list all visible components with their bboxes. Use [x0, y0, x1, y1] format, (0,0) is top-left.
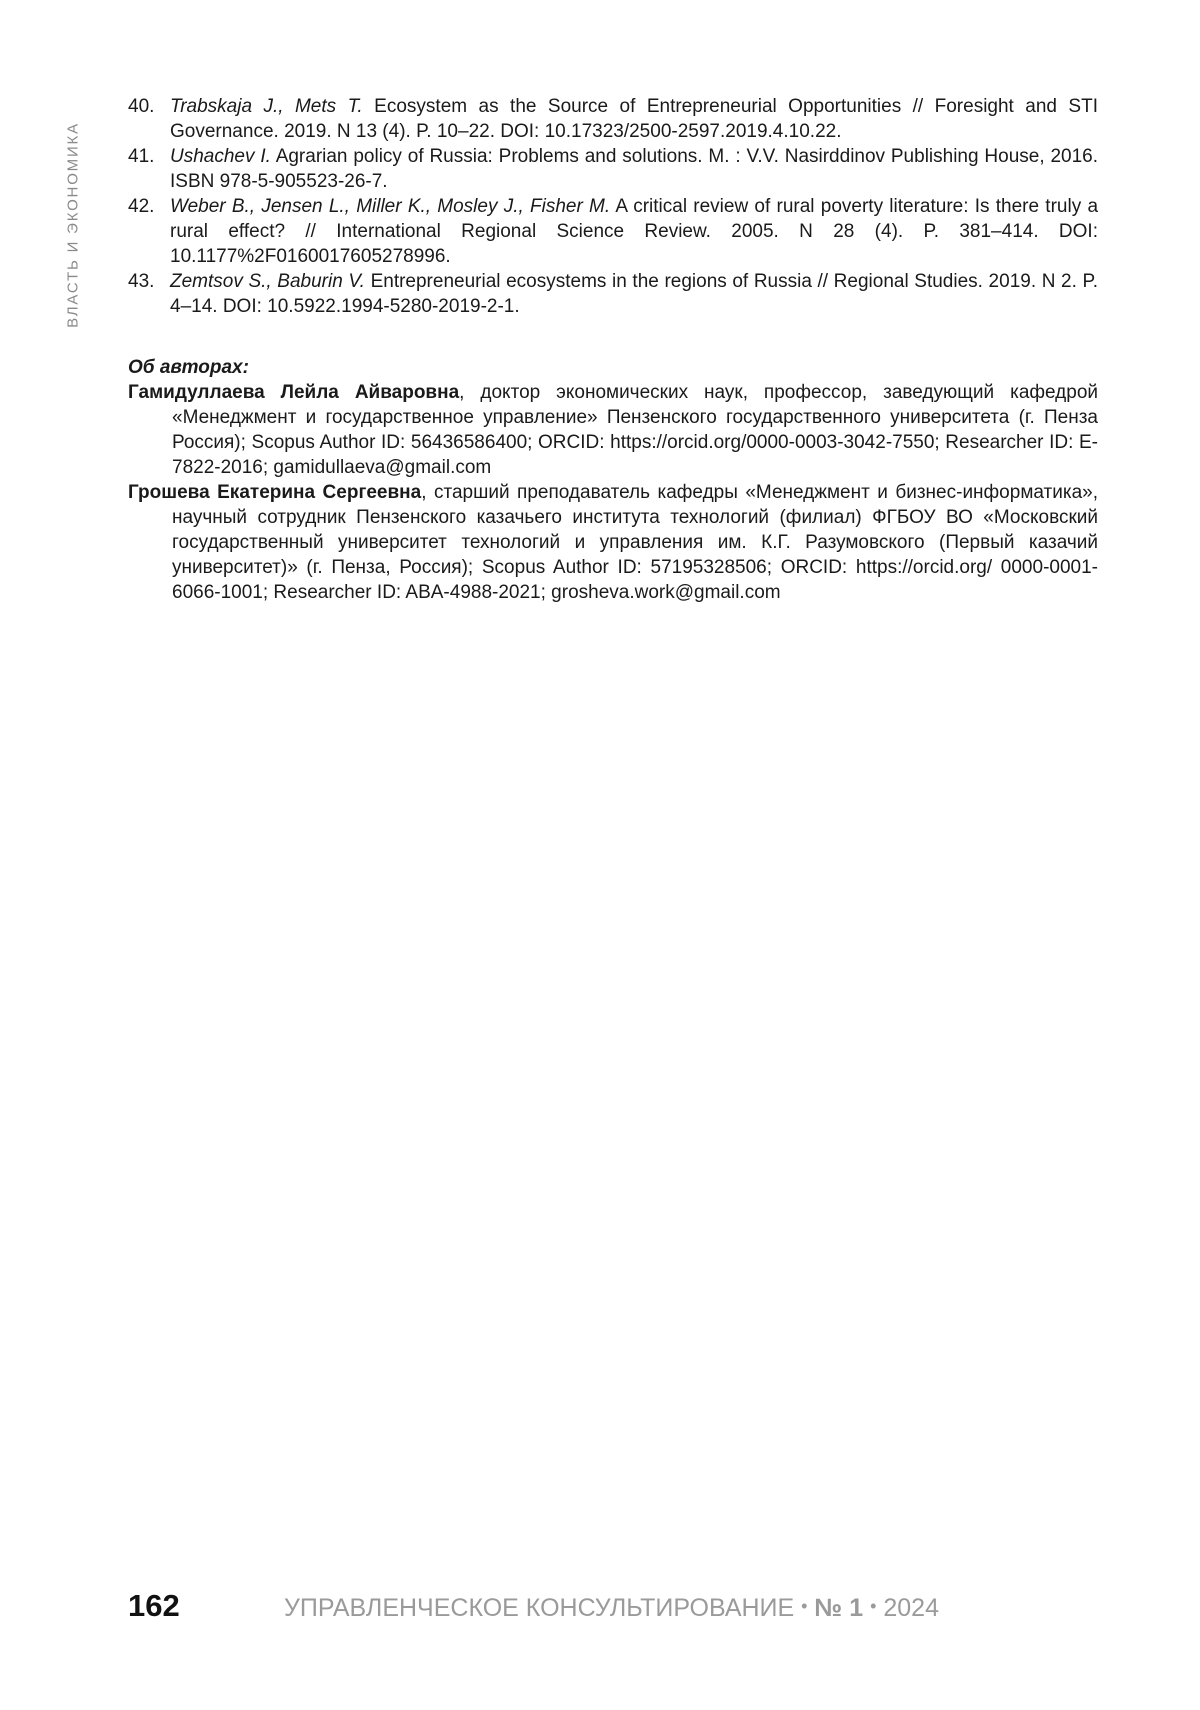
reference-number: 43.: [128, 271, 155, 292]
reference-text: Agrarian policy of Russia: Problems and solutions. M. : V.V. Nasirddinov Publishing House, 2016. ISBN 978-5-905523-26-7.: [170, 146, 1098, 192]
author-name: Грошева Екатерина Сергеевна: [128, 482, 422, 503]
reference-item: [128, 194, 1098, 269]
author-name: Гамидуллаева Лейла Айваровна: [128, 382, 460, 403]
journal-info: [284, 1594, 939, 1623]
reference-number: 42.: [128, 196, 155, 217]
about-heading: Об авторах:: [128, 357, 249, 378]
about-authors: [128, 355, 1098, 605]
journal-title: УПРАВЛЕНЧЕСКОЕ КОНСУЛЬТИРОВАНИЕ: [284, 1594, 795, 1622]
section-label-text: ВЛАСТЬ И ЭКОНОМИКА: [64, 122, 82, 328]
section-label: [60, 100, 86, 350]
issue-number: № 1: [814, 1594, 864, 1622]
page-footer: [128, 1588, 1108, 1628]
issue-year: 2024: [883, 1594, 939, 1622]
reference-authors: Trabskaja J., Mets T.: [170, 96, 363, 117]
author-details: , старший преподаватель кафедры «Менеджмент и бизнес-информатика», научный сотрудник Пензенского казачьего института технологий (филиал) ФГБОУ ВО «Московский государственный университет технологий и управления им. К.Г. Разумовского (Первый казачий университет)» (г. Пенза, Россия); Scopus Author ID: 57195328506; ORCID: https://orcid.org/ 0000-0001-6066-1001; Researcher ID: ABA-4988-2021; grosheva.work@gmail.com: [172, 482, 1098, 603]
reference-authors: Zemtsov S., Baburin V.: [170, 271, 365, 292]
separator-dot: •: [870, 1596, 877, 1616]
reference-item: [128, 269, 1098, 319]
reference-text: Entrepreneurial ecosystems in the regions of Russia // Regional Studies. 2019. N 2. P. 4–14. DOI: 10.5922.1994-5280-2019-2-1.: [170, 271, 1099, 317]
page-number: 162: [128, 1588, 180, 1623]
author-entry: [128, 480, 1098, 605]
author-entry: [128, 380, 1098, 480]
reference-number: 41.: [128, 146, 155, 167]
reference-authors: Weber B., Jensen L., Miller K., Mosley J., Fisher M.: [170, 196, 611, 217]
reference-text: A critical review of rural poverty literature: Is there truly a rural effect? // International Regional Science Review. 2005. N 28 (4). P. 381–414. DOI: 10.1177%2F0160017605278996.: [170, 196, 1099, 267]
reference-list: [128, 94, 1098, 319]
separator-dot: •: [801, 1596, 808, 1616]
author-details: , доктор экономических наук, профессор, заведующий кафедрой «Менеджмент и государственное управление» Пензенского государственного университета (г. Пенза Россия); Scopus Author ID: 56436586400; ORCID: https://orcid.org/0000-0003-3042-7550; Researcher ID: E-7822-2016; gamidullaeva@gmail.com: [172, 382, 1098, 478]
reference-authors: Ushachev I.: [170, 146, 271, 167]
reference-item: [128, 144, 1098, 194]
reference-text: Ecosystem as the Source of Entrepreneurial Opportunities // Foresight and STI Governance. 2019. N 13 (4). P. 10–22. DOI: 10.17323/2500-2597.2019.4.10.22.: [170, 96, 1098, 142]
reference-number: 40.: [128, 96, 155, 117]
reference-item: [128, 94, 1098, 144]
